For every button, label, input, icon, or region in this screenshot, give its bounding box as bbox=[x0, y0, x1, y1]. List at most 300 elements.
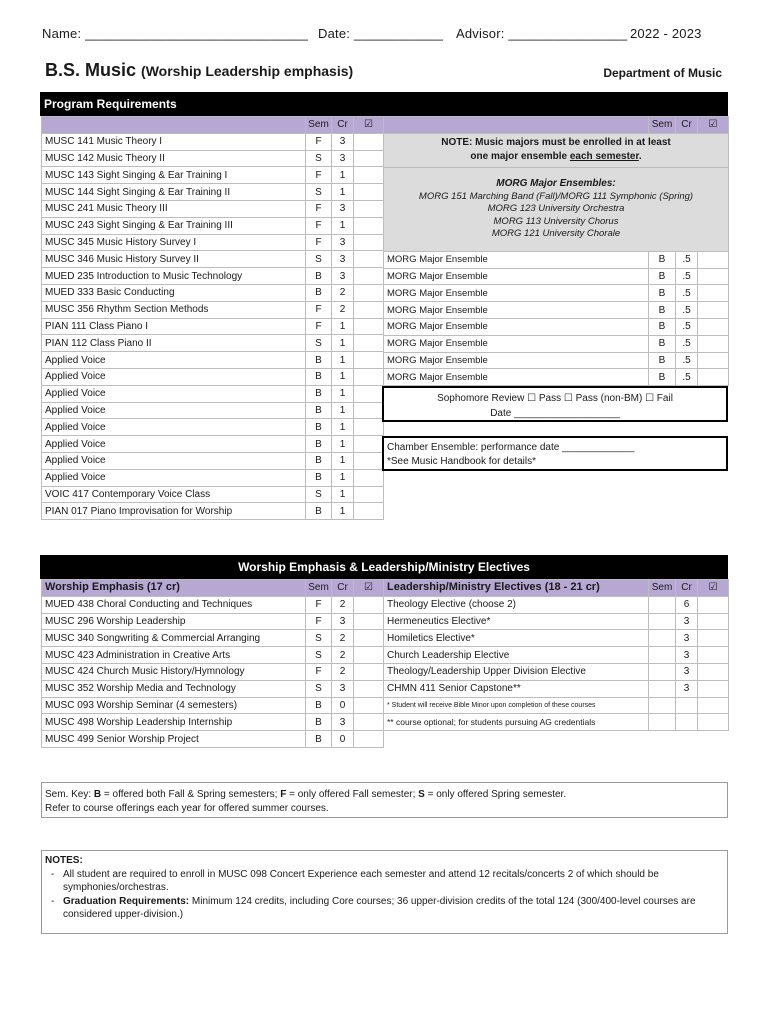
course-row bbox=[42, 436, 384, 453]
course-semester bbox=[649, 680, 676, 697]
morg-list-row bbox=[384, 167, 729, 251]
course-name: MUSC 346 Music History Survey II bbox=[42, 251, 306, 268]
course-checkbox[interactable] bbox=[354, 436, 384, 453]
elective-row bbox=[384, 613, 729, 630]
course-checkbox[interactable] bbox=[354, 697, 384, 714]
notes-bullet: - bbox=[51, 895, 55, 907]
col-sem-header: Sem bbox=[306, 580, 332, 597]
ensemble-row bbox=[384, 369, 729, 386]
course-semester bbox=[649, 630, 676, 647]
course-checkbox[interactable] bbox=[354, 251, 384, 268]
course-credits: 1 bbox=[332, 167, 354, 184]
course-checkbox[interactable] bbox=[354, 469, 384, 486]
course-semester: B bbox=[306, 284, 332, 301]
course-semester: S bbox=[306, 184, 332, 201]
col-cr-header: Cr bbox=[676, 117, 698, 134]
course-row bbox=[42, 284, 384, 301]
course-name: MUSC 352 Worship Media and Technology bbox=[42, 680, 306, 697]
course-row bbox=[42, 184, 384, 201]
course-credits: 3 bbox=[332, 200, 354, 217]
empty-cell bbox=[649, 714, 676, 731]
footnote-row bbox=[384, 714, 729, 731]
ensemble-row bbox=[384, 251, 729, 268]
course-checkbox[interactable] bbox=[354, 663, 384, 680]
course-semester: B bbox=[649, 268, 676, 285]
course-semester: S bbox=[306, 680, 332, 697]
course-semester: B bbox=[306, 731, 332, 748]
course-checkbox[interactable] bbox=[354, 217, 384, 234]
course-name: Church Leadership Elective bbox=[384, 647, 649, 664]
course-name: PIAN 111 Class Piano I bbox=[42, 318, 306, 335]
col-sem-header: Sem bbox=[649, 580, 676, 597]
elective-row bbox=[384, 630, 729, 647]
col-cr-header: Cr bbox=[332, 580, 354, 597]
course-credits: 0 bbox=[332, 731, 354, 748]
course-checkbox[interactable] bbox=[698, 680, 729, 697]
course-row bbox=[42, 217, 384, 234]
course-credits: 1 bbox=[332, 452, 354, 469]
course-name: MORG Major Ensemble bbox=[384, 251, 649, 268]
course-name: MORG Major Ensemble bbox=[384, 302, 649, 319]
course-semester: S bbox=[306, 630, 332, 647]
course-name: MUSC 423 Administration in Creative Arts bbox=[42, 647, 306, 664]
course-credits: 1 bbox=[332, 385, 354, 402]
course-row bbox=[42, 268, 384, 285]
course-credits: 3 bbox=[332, 150, 354, 167]
name-field-label[interactable]: Name: ______________________________ bbox=[42, 26, 309, 41]
course-credits: 1 bbox=[332, 217, 354, 234]
course-semester: B bbox=[649, 369, 676, 386]
ensemble-note-line2: one major ensemble bbox=[470, 151, 570, 163]
course-credits: 3 bbox=[332, 251, 354, 268]
course-checkbox[interactable] bbox=[354, 714, 384, 731]
ensemble-note-period: . bbox=[638, 151, 642, 163]
course-credits: 2 bbox=[332, 663, 354, 680]
degree-title: B.S. Music bbox=[45, 60, 137, 80]
program-courses-table bbox=[41, 116, 384, 520]
course-semester: B bbox=[306, 402, 332, 419]
worship-emphasis-table bbox=[41, 579, 384, 748]
course-semester: S bbox=[306, 486, 332, 503]
course-checkbox[interactable] bbox=[698, 647, 729, 664]
course-semester: B bbox=[306, 503, 332, 520]
course-semester: F bbox=[306, 596, 332, 613]
course-checkbox[interactable] bbox=[354, 680, 384, 697]
worship-course-row bbox=[42, 714, 384, 731]
course-name: MORG Major Ensemble bbox=[384, 285, 649, 302]
course-credits: 3 bbox=[332, 133, 354, 150]
ensemble-table bbox=[383, 116, 729, 386]
col-sem-header: Sem bbox=[306, 117, 332, 134]
course-name: CHMN 411 Senior Capstone** bbox=[384, 680, 649, 697]
course-row bbox=[42, 133, 384, 150]
course-row bbox=[42, 452, 384, 469]
checkbox-icon: ☑ bbox=[698, 117, 729, 134]
morg-list-line: MORG 151 Marching Band (Fall)/MORG 111 Symphonic (Spring) bbox=[418, 190, 694, 202]
advisor-field-label[interactable]: Advisor: ________________ bbox=[456, 26, 628, 41]
course-checkbox[interactable] bbox=[354, 419, 384, 436]
ensemble-header-row bbox=[384, 117, 729, 134]
empty-cell bbox=[676, 697, 698, 714]
program-header-name bbox=[42, 117, 306, 134]
checkbox-icon: ☑ bbox=[698, 580, 729, 597]
elective-row bbox=[384, 596, 729, 613]
course-row bbox=[42, 503, 384, 520]
elective-row bbox=[384, 680, 729, 697]
course-checkbox[interactable] bbox=[354, 647, 384, 664]
program-requirements-title: Program Requirements bbox=[44, 97, 177, 111]
course-credits: 1 bbox=[332, 368, 354, 385]
course-name: Applied Voice bbox=[42, 402, 306, 419]
course-semester bbox=[649, 613, 676, 630]
course-checkbox[interactable] bbox=[354, 503, 384, 520]
course-credits: 1 bbox=[332, 436, 354, 453]
course-credits: 3 bbox=[676, 680, 698, 697]
course-credits: 1 bbox=[332, 486, 354, 503]
course-semester: B bbox=[649, 318, 676, 335]
ensemble-row bbox=[384, 268, 729, 285]
course-credits: .5 bbox=[676, 285, 698, 302]
course-name: MORG Major Ensemble bbox=[384, 369, 649, 386]
course-checkbox[interactable] bbox=[698, 630, 729, 647]
course-semester: B bbox=[649, 251, 676, 268]
course-checkbox[interactable] bbox=[354, 402, 384, 419]
course-name: MUSC 296 Worship Leadership bbox=[42, 613, 306, 630]
course-semester: F bbox=[306, 167, 332, 184]
course-name: MUED 235 Introduction to Music Technology bbox=[42, 268, 306, 285]
course-name: MUED 438 Choral Conducting and Techniques bbox=[42, 596, 306, 613]
course-semester: B bbox=[306, 268, 332, 285]
col-cr-header: Cr bbox=[332, 117, 354, 134]
course-name: MUSC 498 Worship Leadership Internship bbox=[42, 714, 306, 731]
course-checkbox[interactable] bbox=[698, 352, 729, 369]
course-semester: B bbox=[649, 302, 676, 319]
course-semester: S bbox=[306, 647, 332, 664]
course-row bbox=[42, 335, 384, 352]
course-semester: F bbox=[306, 234, 332, 251]
course-semester: F bbox=[306, 318, 332, 335]
course-semester: B bbox=[306, 714, 332, 731]
course-semester bbox=[649, 663, 676, 680]
morg-list-line: MORG 113 University Chorus bbox=[493, 215, 619, 227]
leadership-electives-header: Leadership/Ministry Electives (18 - 21 cr) bbox=[384, 580, 649, 597]
course-credits: 3 bbox=[332, 714, 354, 731]
course-checkbox[interactable] bbox=[354, 184, 384, 201]
course-credits: 3 bbox=[332, 613, 354, 630]
course-name: MUSC 243 Sight Singing & Ear Training III bbox=[42, 217, 306, 234]
course-checkbox[interactable] bbox=[354, 318, 384, 335]
course-row bbox=[42, 167, 384, 184]
worship-course-row bbox=[42, 596, 384, 613]
course-name: Applied Voice bbox=[42, 385, 306, 402]
semester-key-b: B bbox=[93, 789, 102, 800]
course-checkbox[interactable] bbox=[354, 613, 384, 630]
notes-item bbox=[45, 868, 724, 895]
empty-cell bbox=[698, 714, 729, 731]
notes-item-text bbox=[63, 895, 724, 922]
course-checkbox[interactable] bbox=[354, 301, 384, 318]
course-checkbox[interactable] bbox=[698, 251, 729, 268]
semester-key-s-desc: = only offered Spring semester. bbox=[424, 789, 567, 800]
course-semester: B bbox=[306, 469, 332, 486]
course-name: MUSC 424 Church Music History/Hymnology bbox=[42, 663, 306, 680]
course-semester: B bbox=[306, 436, 332, 453]
course-row bbox=[42, 234, 384, 251]
course-checkbox[interactable] bbox=[698, 369, 729, 386]
course-checkbox[interactable] bbox=[354, 150, 384, 167]
course-checkbox[interactable] bbox=[354, 234, 384, 251]
morg-list-line: MORG 123 University Orchestra bbox=[487, 203, 625, 215]
course-name: Applied Voice bbox=[42, 469, 306, 486]
course-credits: 1 bbox=[332, 184, 354, 201]
sophomore-review-box bbox=[382, 386, 728, 422]
course-name: Homiletics Elective* bbox=[384, 630, 649, 647]
course-credits: 2 bbox=[332, 647, 354, 664]
course-row bbox=[42, 150, 384, 167]
ensemble-header-name bbox=[384, 117, 649, 134]
course-row bbox=[42, 200, 384, 217]
graduation-requirements-label: Graduation Requirements: bbox=[63, 895, 190, 907]
course-semester: B bbox=[306, 419, 332, 436]
course-name: Applied Voice bbox=[42, 352, 306, 369]
ensemble-row bbox=[384, 285, 729, 302]
course-credits: .5 bbox=[676, 369, 698, 386]
semester-key bbox=[41, 782, 728, 818]
sophomore-review-date[interactable]: Date ___________________ bbox=[490, 408, 620, 419]
worship-course-row bbox=[42, 647, 384, 664]
course-credits: .5 bbox=[676, 352, 698, 369]
course-name: PIAN 017 Piano Improvisation for Worship bbox=[42, 503, 306, 520]
course-row bbox=[42, 368, 384, 385]
course-checkbox[interactable] bbox=[698, 285, 729, 302]
course-row bbox=[42, 419, 384, 436]
course-name: MORG Major Ensemble bbox=[384, 352, 649, 369]
course-checkbox[interactable] bbox=[698, 268, 729, 285]
course-name: Theology/Leadership Upper Division Elective bbox=[384, 663, 649, 680]
col-cr-header: Cr bbox=[676, 580, 698, 597]
course-semester: S bbox=[306, 150, 332, 167]
worship-course-row bbox=[42, 731, 384, 748]
course-row bbox=[42, 469, 384, 486]
chamber-ensemble-box bbox=[382, 436, 728, 471]
semester-key-label: Sem. Key: bbox=[45, 789, 94, 800]
checkbox-icon: ☑ bbox=[354, 580, 384, 597]
footnote-row bbox=[384, 697, 729, 714]
semester-key-f-desc: = only offered Fall semester; bbox=[286, 789, 419, 800]
course-row bbox=[42, 385, 384, 402]
course-name: MUSC 499 Senior Worship Project bbox=[42, 731, 306, 748]
course-name: PIAN 112 Class Piano II bbox=[42, 335, 306, 352]
course-credits: 3 bbox=[332, 680, 354, 697]
course-checkbox[interactable] bbox=[354, 486, 384, 503]
course-checkbox[interactable] bbox=[354, 352, 384, 369]
course-row bbox=[42, 352, 384, 369]
course-semester: F bbox=[306, 301, 332, 318]
course-semester: F bbox=[306, 200, 332, 217]
course-checkbox[interactable] bbox=[698, 596, 729, 613]
elective-footnote: ** course optional; for students pursuing AG credentials bbox=[384, 714, 649, 731]
course-credits: .5 bbox=[676, 268, 698, 285]
chamber-ensemble-date[interactable]: Chamber Ensemble: performance date _____________ bbox=[387, 442, 635, 453]
col-sem-header: Sem bbox=[649, 117, 676, 134]
morg-list-title: MORG Major Ensembles: bbox=[496, 178, 616, 190]
course-credits: 1 bbox=[332, 402, 354, 419]
course-credits: 2 bbox=[332, 284, 354, 301]
course-semester: F bbox=[306, 217, 332, 234]
course-semester: B bbox=[649, 335, 676, 352]
course-name: Applied Voice bbox=[42, 368, 306, 385]
ensemble-note-line1: NOTE: Music majors must be enrolled in at least bbox=[441, 137, 671, 149]
ensemble-note-row bbox=[384, 133, 729, 167]
course-checkbox[interactable] bbox=[354, 335, 384, 352]
course-credits: 1 bbox=[332, 503, 354, 520]
course-credits: .5 bbox=[676, 318, 698, 335]
morg-list-line: MORG 121 University Chorale bbox=[491, 228, 621, 240]
elective-row bbox=[384, 647, 729, 664]
course-row bbox=[42, 486, 384, 503]
course-semester: B bbox=[306, 697, 332, 714]
course-checkbox[interactable] bbox=[354, 630, 384, 647]
course-semester: B bbox=[306, 452, 332, 469]
course-name: Applied Voice bbox=[42, 419, 306, 436]
semester-key-line1 bbox=[45, 788, 724, 802]
semester-key-s: S bbox=[418, 789, 425, 800]
page-title bbox=[45, 60, 353, 81]
chamber-ensemble-note: *See Music Handbook for details* bbox=[387, 456, 536, 467]
ensemble-row bbox=[384, 335, 729, 352]
course-checkbox[interactable] bbox=[354, 268, 384, 285]
worship-course-row bbox=[42, 697, 384, 714]
notes-item bbox=[45, 895, 724, 922]
worship-emphasis-header-row bbox=[42, 580, 384, 597]
course-name: MORG Major Ensemble bbox=[384, 335, 649, 352]
empty-cell bbox=[676, 714, 698, 731]
course-name: MORG Major Ensemble bbox=[384, 318, 649, 335]
course-row bbox=[42, 402, 384, 419]
worship-emphasis-header: Worship Emphasis (17 cr) bbox=[42, 580, 306, 597]
elective-row bbox=[384, 663, 729, 680]
notes-item-text: All student are required to enroll in MUSC 098 Concert Experience each semester and attend 12 recitals/concerts 2 of which should be symphonies/orchestras. bbox=[63, 868, 659, 893]
academic-year: 2022 - 2023 bbox=[630, 26, 702, 41]
ensemble-note-underline: each semester bbox=[569, 151, 639, 163]
course-credits: 1 bbox=[332, 469, 354, 486]
course-name: Applied Voice bbox=[42, 436, 306, 453]
course-name: Theology Elective (choose 2) bbox=[384, 596, 649, 613]
course-semester bbox=[649, 647, 676, 664]
course-credits: 1 bbox=[332, 419, 354, 436]
course-checkbox[interactable] bbox=[698, 613, 729, 630]
empty-cell bbox=[649, 697, 676, 714]
course-semester: F bbox=[306, 663, 332, 680]
course-checkbox[interactable] bbox=[354, 385, 384, 402]
ensemble-row bbox=[384, 318, 729, 335]
notes-title: NOTES: bbox=[45, 855, 83, 866]
notes-box bbox=[41, 850, 728, 934]
course-name: MUSC 143 Sight Singing & Ear Training I bbox=[42, 167, 306, 184]
course-semester: B bbox=[649, 352, 676, 369]
course-semester: B bbox=[306, 368, 332, 385]
course-credits: 0 bbox=[332, 697, 354, 714]
course-credits: 3 bbox=[676, 613, 698, 630]
course-checkbox[interactable] bbox=[698, 302, 729, 319]
course-checkbox[interactable] bbox=[698, 663, 729, 680]
electives-title: Worship Emphasis & Leadership/Ministry Electives bbox=[238, 560, 530, 574]
program-requirements-bar bbox=[40, 92, 728, 116]
course-credits: 2 bbox=[332, 630, 354, 647]
course-name: MUSC 356 Rhythm Section Methods bbox=[42, 301, 306, 318]
course-checkbox[interactable] bbox=[354, 596, 384, 613]
course-checkbox[interactable] bbox=[354, 200, 384, 217]
course-semester: S bbox=[306, 251, 332, 268]
semester-key-line2: Refer to course offerings each year for offered summer courses. bbox=[45, 802, 329, 814]
course-semester: B bbox=[649, 285, 676, 302]
elective-footnote: * Student will receive Bible Minor upon completion of these courses bbox=[384, 697, 649, 714]
program-header-row bbox=[42, 117, 384, 134]
course-semester: S bbox=[306, 335, 332, 352]
course-credits: .5 bbox=[676, 302, 698, 319]
worship-course-row bbox=[42, 663, 384, 680]
course-checkbox[interactable] bbox=[354, 167, 384, 184]
course-name: MUSC 340 Songwriting & Commercial Arranging bbox=[42, 630, 306, 647]
course-name: VOIC 417 Contemporary Voice Class bbox=[42, 486, 306, 503]
graduation-requirements-text: Minimum 124 credits, including Core courses; 36 upper-division credits of the total 124 (300/400-level courses are considered upper-division.) bbox=[63, 895, 696, 920]
course-semester: B bbox=[306, 385, 332, 402]
ensemble-note bbox=[384, 133, 729, 167]
degree-emphasis: (Worship Leadership emphasis) bbox=[141, 63, 354, 79]
course-name: MUSC 345 Music History Survey I bbox=[42, 234, 306, 251]
course-name: MUSC 141 Music Theory I bbox=[42, 133, 306, 150]
empty-cell bbox=[698, 697, 729, 714]
semester-key-f: F bbox=[280, 789, 287, 800]
course-name: Applied Voice bbox=[42, 452, 306, 469]
course-row bbox=[42, 318, 384, 335]
course-name: MUED 333 Basic Conducting bbox=[42, 284, 306, 301]
worship-course-row bbox=[42, 630, 384, 647]
leadership-electives-header-row bbox=[384, 580, 729, 597]
course-checkbox[interactable] bbox=[354, 731, 384, 748]
course-name: MUSC 241 Music Theory III bbox=[42, 200, 306, 217]
semester-key-b-desc: = offered both Fall & Spring semesters; bbox=[101, 789, 281, 800]
course-checkbox[interactable] bbox=[698, 318, 729, 335]
course-checkbox[interactable] bbox=[354, 368, 384, 385]
checkbox-icon: ☑ bbox=[354, 117, 384, 134]
header-line bbox=[42, 26, 710, 41]
worship-course-row bbox=[42, 613, 384, 630]
course-credits: 3 bbox=[332, 234, 354, 251]
date-field-label[interactable]: Date: ____________ bbox=[318, 26, 444, 41]
course-checkbox[interactable] bbox=[354, 284, 384, 301]
course-credits: 3 bbox=[676, 630, 698, 647]
course-semester: F bbox=[306, 613, 332, 630]
course-semester: B bbox=[306, 352, 332, 369]
course-name: MUSC 144 Sight Singing & Ear Training II bbox=[42, 184, 306, 201]
morg-list bbox=[384, 167, 729, 251]
course-checkbox[interactable] bbox=[698, 335, 729, 352]
worship-course-row bbox=[42, 680, 384, 697]
course-row bbox=[42, 251, 384, 268]
sophomore-review-options[interactable]: Sophomore Review ☐ Pass ☐ Pass (non-BM) ☐ Fail bbox=[437, 393, 673, 404]
department-name: Department of Music bbox=[603, 66, 722, 80]
notes-bullet: - bbox=[51, 868, 55, 880]
ensemble-row bbox=[384, 352, 729, 369]
course-credits: .5 bbox=[676, 335, 698, 352]
course-checkbox[interactable] bbox=[354, 452, 384, 469]
course-credits: 2 bbox=[332, 301, 354, 318]
course-row bbox=[42, 301, 384, 318]
course-checkbox[interactable] bbox=[354, 133, 384, 150]
course-name: Hermeneutics Elective* bbox=[384, 613, 649, 630]
course-credits: 3 bbox=[332, 268, 354, 285]
